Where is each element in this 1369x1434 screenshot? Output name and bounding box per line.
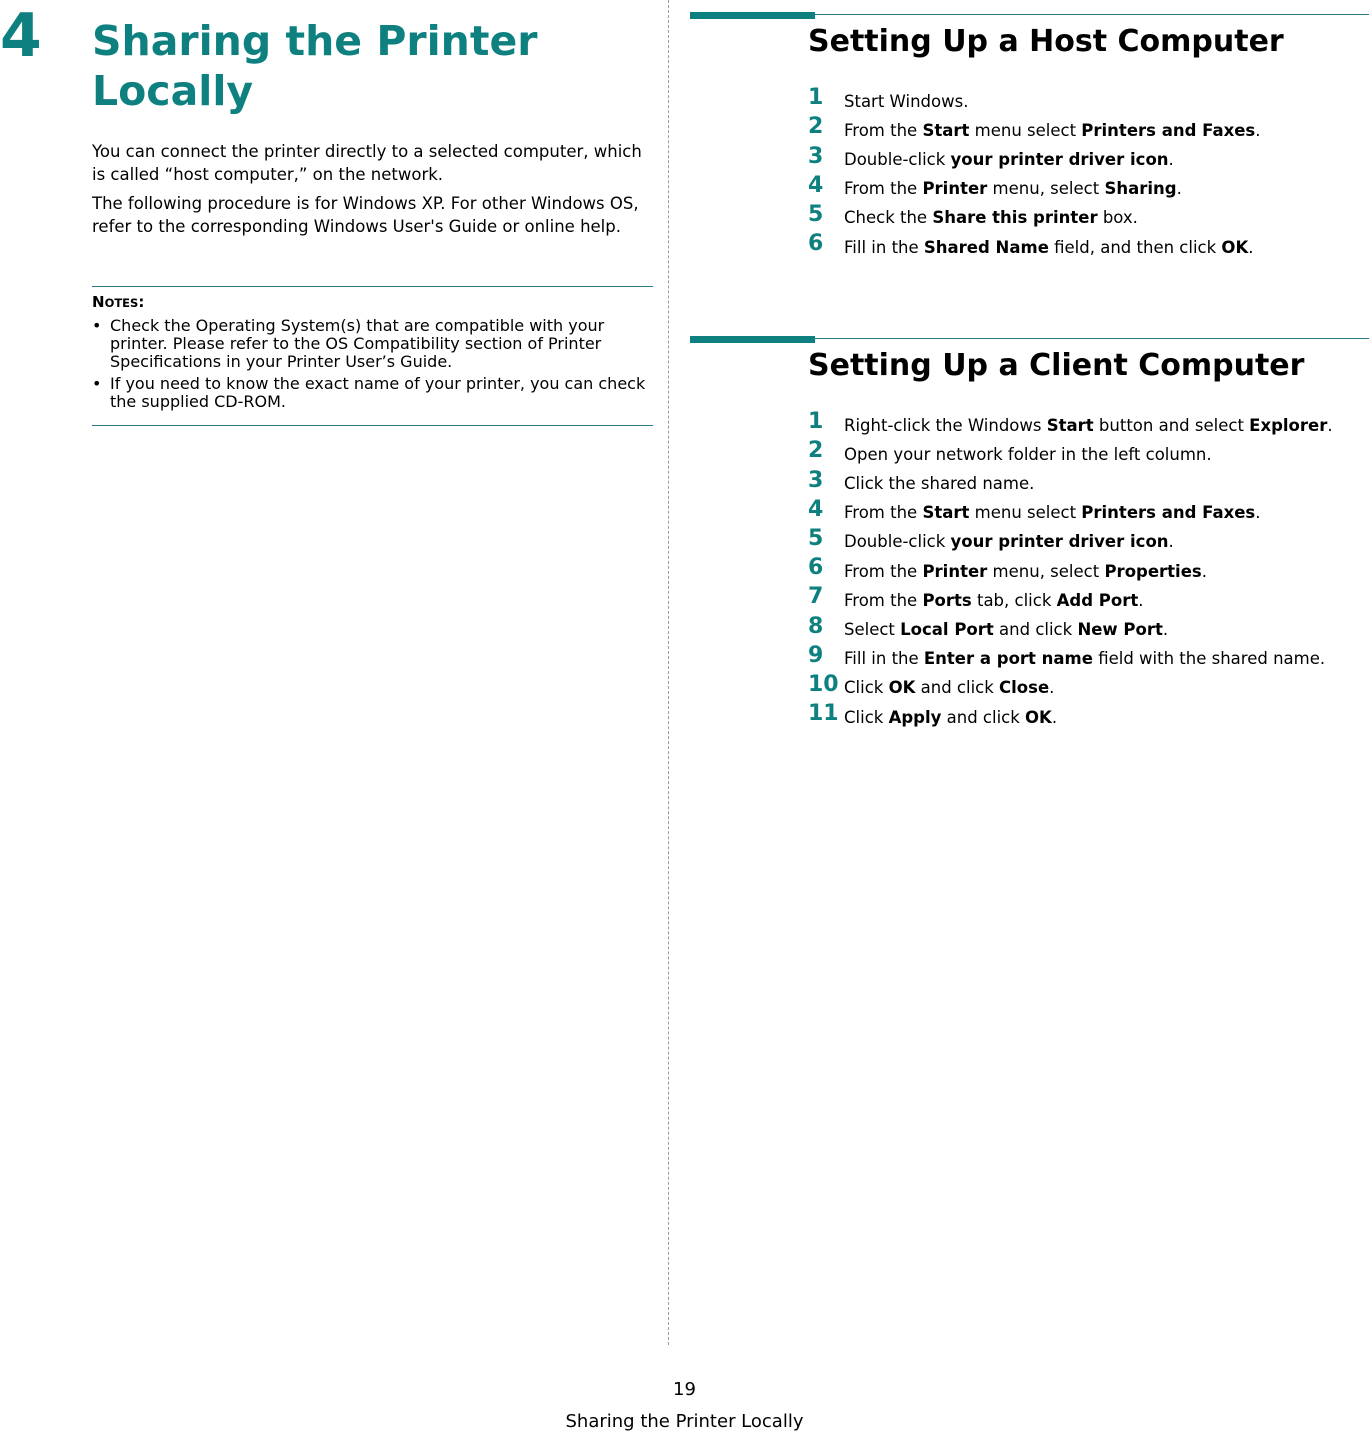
step-text-fragment: .: [1176, 179, 1182, 199]
notes-heading-rest: OTES: [104, 296, 139, 310]
step-number: 10: [808, 671, 839, 697]
step-number: 6: [808, 555, 824, 581]
step-ui-term: Start: [922, 120, 970, 140]
step-number: 1: [808, 409, 824, 435]
section-rule: [815, 338, 1369, 339]
step-ui-term: Start: [1046, 415, 1094, 435]
step-number: 7: [808, 584, 824, 610]
step-text-fragment: .: [1255, 120, 1261, 140]
intro-paragraph-1: You can connect the printer directly to a selected computer, which is called “host computer,” on the network.: [92, 142, 642, 184]
step-ui-term: Start: [922, 503, 970, 523]
step-text-fragment: Fill in the: [844, 649, 924, 669]
notes-heading: [92, 293, 653, 311]
step-ui-term: Printer: [922, 561, 988, 581]
step-text: [844, 651, 1325, 668]
step-ui-term: Ports: [922, 590, 972, 610]
step-text-fragment: .: [1162, 620, 1169, 639]
step-text: [844, 120, 1261, 140]
step-text-fragment: Check the: [844, 208, 933, 228]
step-text-fragment: .: [1168, 532, 1174, 552]
step-text: [844, 444, 1212, 464]
step-text-fragment: From the: [844, 179, 923, 199]
step-number: 5: [808, 525, 824, 551]
step-text-fragment: Start Windows.: [844, 91, 969, 111]
step-ui-term: Shared Name: [923, 237, 1049, 257]
step-number: 4: [808, 172, 824, 198]
client-section: [690, 336, 1369, 736]
client-section-title: Setting Up a Client Computer: [808, 348, 1305, 383]
step-number: 5: [808, 201, 824, 227]
step-text: [844, 415, 1333, 435]
step-ui-term: Add Port: [1056, 590, 1139, 610]
step-ui-term: Printer: [922, 179, 988, 199]
host-section-title: Setting Up a Host Computer: [808, 24, 1284, 59]
step-number: 4: [808, 496, 824, 522]
step-text: [844, 680, 1054, 697]
step-text-fragment: box.: [1097, 208, 1138, 228]
step-ui-term: OK: [1025, 707, 1052, 727]
step-ui-term: Properties: [1104, 561, 1202, 581]
step-text-fragment: Right-click the Windows: [844, 415, 1047, 435]
step-ui-term: OK: [888, 678, 916, 698]
step-text-fragment: Click: [844, 707, 889, 727]
step-text: [844, 622, 1168, 639]
step-text-fragment: and click: [915, 678, 1000, 698]
step-text-fragment: .: [1248, 237, 1254, 257]
step-text-fragment: button and select: [1093, 415, 1250, 435]
step-ui-term: your printer driver icon: [950, 150, 1169, 170]
step-number: 9: [808, 642, 824, 668]
step-text-fragment: tab, click: [971, 590, 1057, 610]
step-text-fragment: menu, select: [987, 179, 1105, 199]
step-text-fragment: Double-click: [844, 532, 951, 552]
section-rule-accent: [690, 336, 815, 343]
step-text-fragment: field, and then click: [1048, 237, 1222, 257]
step-text-fragment: From the: [844, 590, 923, 610]
step-text-fragment: Double-click: [844, 150, 951, 170]
step-ui-term: Explorer: [1249, 415, 1328, 435]
notes-heading-colon: :: [138, 293, 145, 311]
step-text-fragment: field with the shared name.: [1092, 649, 1326, 669]
step-text-fragment: .: [1168, 150, 1174, 170]
step-text: [844, 561, 1207, 581]
step-ui-term: Printers and Faxes: [1081, 503, 1256, 523]
step-text-fragment: From the: [844, 120, 923, 140]
step-ui-term: Printers and Faxes: [1081, 120, 1256, 140]
section-rule-accent: [690, 12, 815, 19]
step-number: 2: [808, 114, 824, 140]
step-ui-term: Enter a port name: [923, 649, 1093, 669]
step-ui-term: Share this printer: [932, 208, 1098, 228]
note-text: Check the Operating System(s) that are compatible with your printer. Please refer to the OS Compatibility section of Printer Specifications in your Printer User’s Guide.: [110, 316, 605, 371]
bullet-icon: •: [92, 316, 102, 335]
step-text-fragment: .: [1049, 678, 1055, 698]
step-text: [844, 237, 1254, 257]
step-text: [844, 476, 1034, 493]
chapter-number: 4: [0, 1, 42, 71]
step-text-fragment: Click: [844, 678, 889, 698]
step-text-fragment: From the: [844, 561, 923, 581]
step-text-fragment: menu select: [969, 120, 1082, 140]
step-text-fragment: Open your network folder in the left column.: [844, 444, 1212, 464]
step-text-fragment: Click the shared name.: [844, 474, 1035, 494]
step-text-fragment: .: [1051, 707, 1058, 727]
step-ui-term: your printer driver icon: [950, 532, 1169, 552]
section-rule: [815, 14, 1369, 15]
step-text-fragment: menu select: [969, 503, 1082, 523]
bullet-icon: •: [92, 374, 102, 393]
notes-heading-initial: N: [92, 293, 105, 311]
step-text-fragment: .: [1138, 590, 1144, 610]
step-text: [844, 91, 969, 111]
intro-paragraph-2: The following procedure is for Windows XP. For other Windows OS, refer to the corresponding Windows User's Guide or online help.: [92, 194, 639, 236]
step-ui-term: OK: [1221, 237, 1249, 257]
step-text: [844, 590, 1144, 610]
step-text: [844, 181, 1182, 198]
step-ui-term: Sharing: [1104, 179, 1177, 199]
intro-text: [92, 140, 657, 244]
step-text: [844, 534, 1174, 551]
step-text-fragment: .: [1201, 561, 1207, 581]
step-ui-term: Apply: [888, 707, 942, 727]
step-number: 3: [808, 467, 824, 493]
notes-list-item: [92, 375, 653, 411]
notes-box: [92, 286, 653, 426]
step-text-fragment: Select: [844, 620, 901, 639]
running-footer-title: Sharing the Printer Locally: [565, 1411, 804, 1432]
step-text-fragment: Fill in the: [844, 237, 924, 257]
step-number: 3: [808, 143, 824, 169]
step-text-fragment: .: [1255, 503, 1261, 523]
step-number: 6: [808, 231, 824, 257]
note-text: If you need to know the exact name of your printer, you can check the supplied CD-ROM.: [110, 374, 646, 411]
step-text: [844, 707, 1058, 727]
step-ui-term: Close: [999, 678, 1050, 698]
step-text: [844, 505, 1261, 522]
chapter-title: Sharing the Printer Locally: [92, 17, 538, 115]
step-ui-term: Local Port: [900, 620, 994, 639]
step-text: [844, 210, 1138, 227]
page-number: 19: [673, 1379, 696, 1400]
step-number: 1: [808, 85, 824, 111]
step-text-fragment: and click: [941, 707, 1026, 727]
column-divider: [668, 0, 669, 1345]
step-text-fragment: and click: [993, 620, 1078, 639]
host-section: [690, 12, 1369, 262]
step-text-fragment: From the: [844, 503, 923, 523]
step-text-fragment: menu, select: [987, 561, 1105, 581]
notes-list-item: [92, 317, 653, 371]
step-number: 2: [808, 438, 824, 464]
step-text-fragment: .: [1327, 415, 1333, 435]
step-text: [844, 152, 1174, 169]
step-number: 11: [808, 701, 839, 727]
notes-list: [92, 317, 653, 411]
step-number: 8: [808, 613, 824, 639]
step-ui-term: New Port: [1077, 620, 1163, 639]
